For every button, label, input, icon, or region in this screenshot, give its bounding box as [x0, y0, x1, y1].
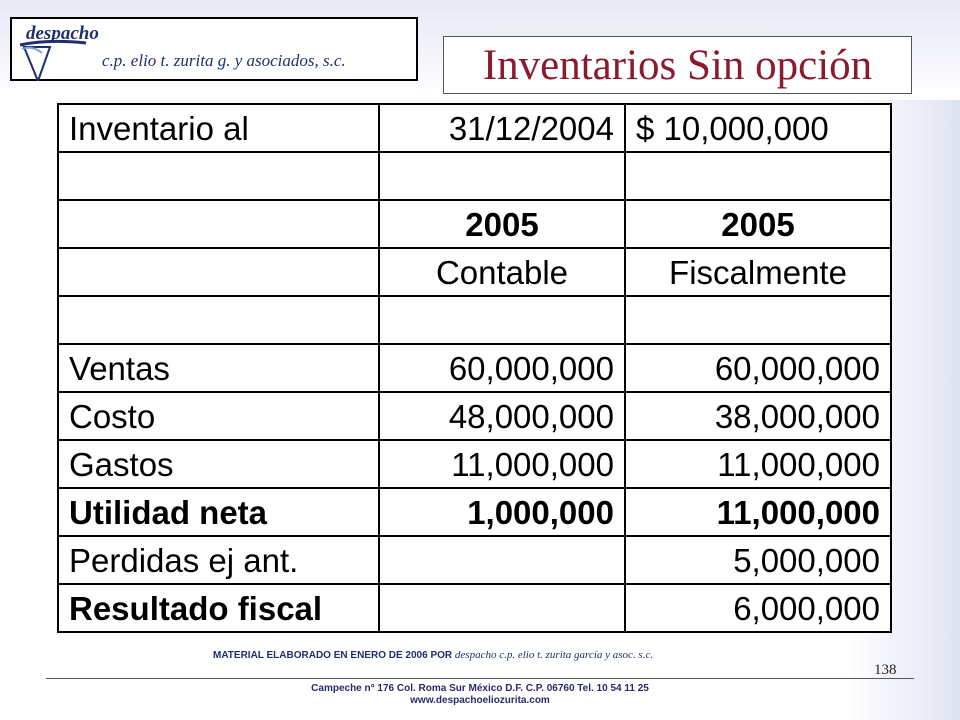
- inventory-date: 31/12/2004: [379, 104, 625, 152]
- table-row: [58, 536, 891, 584]
- table-row: [58, 344, 891, 392]
- row-label: Gastos: [58, 440, 379, 488]
- footer-divider: [46, 678, 914, 679]
- row-label: Resultado fiscal: [58, 584, 379, 632]
- footer-address: Campeche n° 176 Col. Roma Sur México D.F. C.P. 06760 Tel. 10 54 11 25: [311, 683, 649, 694]
- inventory-amount: $ 10,000,000: [625, 104, 891, 152]
- row-contable: 1,000,000: [379, 488, 625, 536]
- row-fiscal: 60,000,000: [625, 344, 891, 392]
- material-text: MATERIAL ELABORADO EN ENERO DE 2006 POR: [213, 650, 453, 661]
- empty-cell: [625, 296, 891, 344]
- page-number: 138: [874, 662, 897, 678]
- year-contable: 2005: [379, 200, 625, 248]
- row-contable: [379, 584, 625, 632]
- table-row: [58, 440, 891, 488]
- type-header-row: [58, 248, 891, 296]
- row-fiscal-result: 6,000,000: [625, 584, 891, 632]
- material-note: [213, 649, 653, 661]
- empty-cell: [379, 296, 625, 344]
- row-contable: 60,000,000: [379, 344, 625, 392]
- row-label: Costo: [58, 392, 379, 440]
- empty-cell: [58, 200, 379, 248]
- table-row: [58, 104, 891, 152]
- company-logo: [10, 17, 418, 81]
- empty-cell: [58, 152, 379, 200]
- row-contable: 11,000,000: [379, 440, 625, 488]
- row-contable: 48,000,000: [379, 392, 625, 440]
- material-firm: despacho c.p. elio t. zurita garcía y asoc. s.c.: [454, 649, 654, 661]
- logo-subtitle: c.p. elio t. zurita g. y asociados, s.c.: [102, 51, 346, 70]
- row-fiscal: 11,000,000: [625, 488, 891, 536]
- inventory-label: Inventario al: [58, 104, 379, 152]
- table-row-result: [58, 584, 891, 632]
- table-row-empty: [58, 152, 891, 200]
- slide-title: Inventarios Sin opción: [482, 42, 873, 89]
- title-box: [443, 36, 912, 94]
- table-row-empty: [58, 296, 891, 344]
- row-fiscal: 11,000,000: [625, 440, 891, 488]
- logo-swoosh-icon: [18, 37, 88, 81]
- inventory-table: [57, 103, 892, 633]
- table-row-total: [58, 488, 891, 536]
- header-contable: Contable: [379, 248, 625, 296]
- empty-cell: [58, 296, 379, 344]
- footer-website: www.despachoeliozurita.com: [410, 695, 550, 706]
- empty-cell: [379, 152, 625, 200]
- row-fiscal: 38,000,000: [625, 392, 891, 440]
- year-fiscal: 2005: [625, 200, 891, 248]
- row-label: Utilidad neta: [58, 488, 379, 536]
- header-fiscal: Fiscalmente: [625, 248, 891, 296]
- empty-cell: [625, 152, 891, 200]
- row-fiscal: 5,000,000: [625, 536, 891, 584]
- empty-cell: [58, 248, 379, 296]
- row-label: Ventas: [58, 344, 379, 392]
- logo-word: despacho: [26, 23, 99, 44]
- table-row: [58, 392, 891, 440]
- row-contable: [379, 536, 625, 584]
- row-label: Perdidas ej ant.: [58, 536, 379, 584]
- year-header-row: [58, 200, 891, 248]
